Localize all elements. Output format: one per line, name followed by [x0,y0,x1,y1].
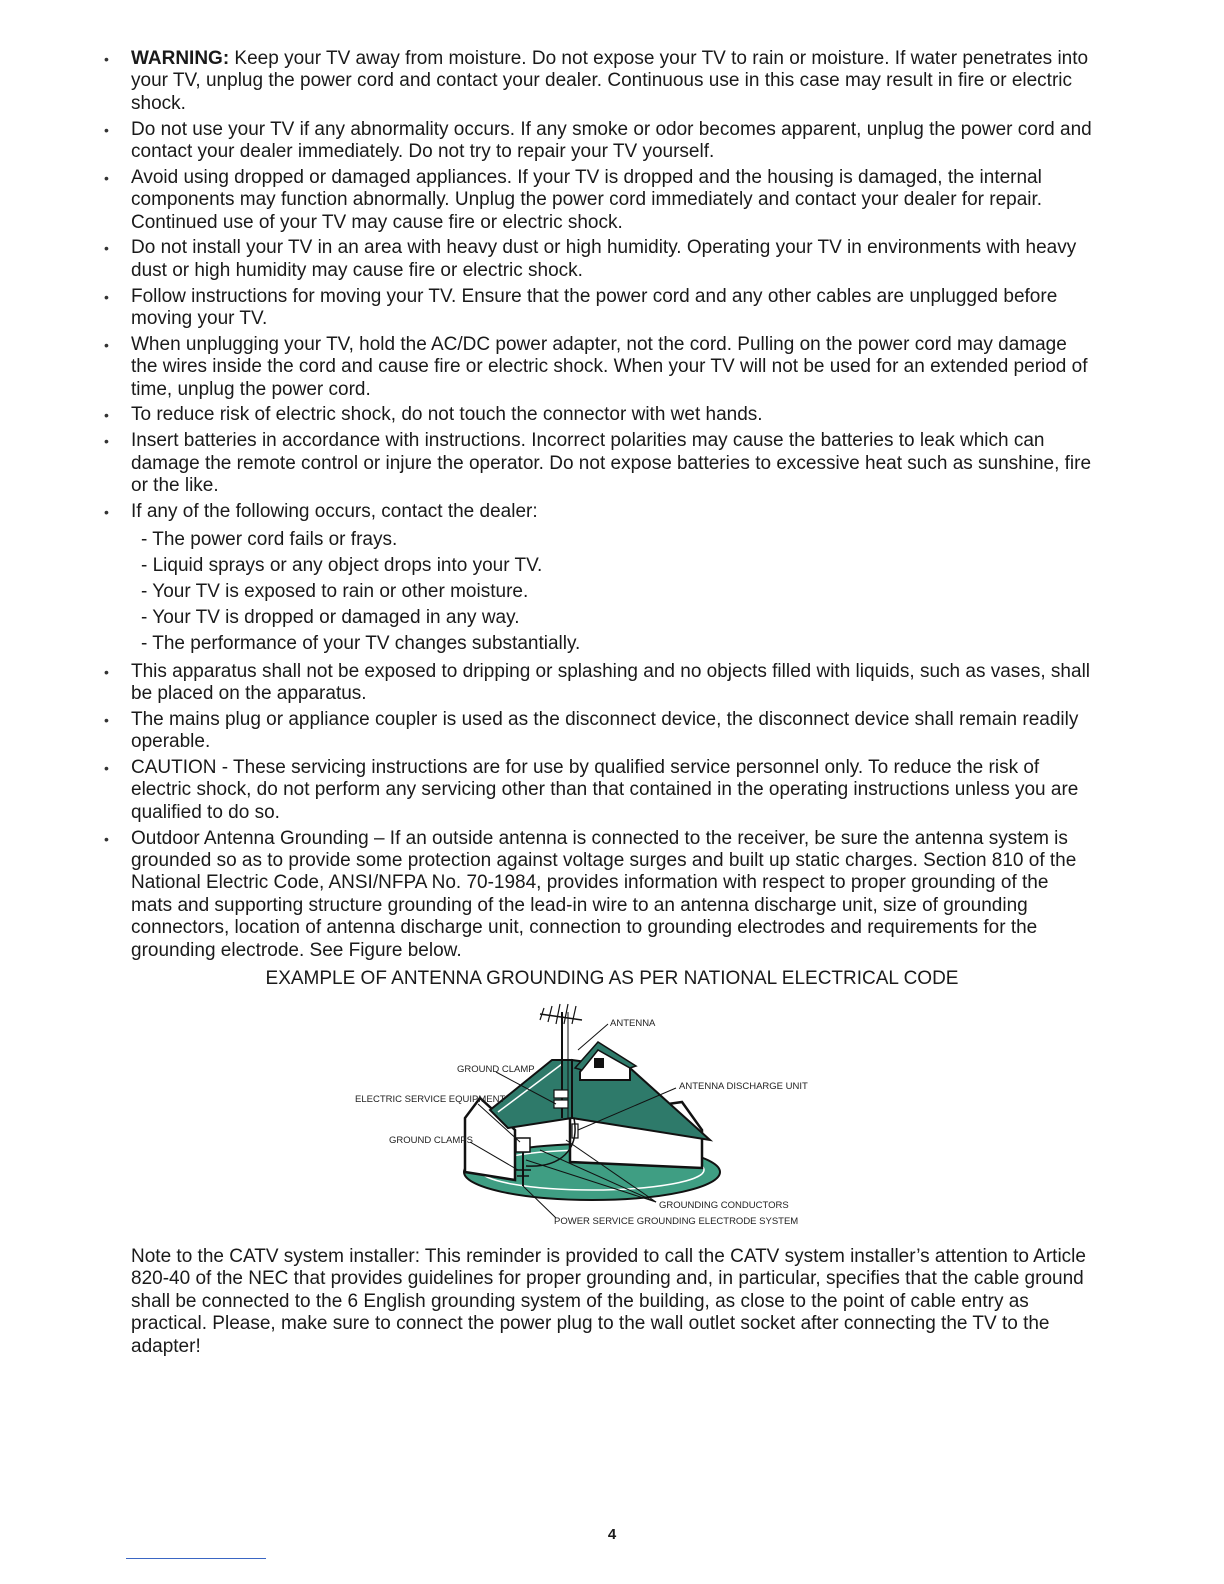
bullet-text: If any of the following occurs, contact the dealer: [131,500,538,522]
footer-rule [126,1558,266,1559]
bullet-item [104,237,1094,282]
bullet-text: Do not use your TV if any abnormality occurs. If any smoke or odor becomes apparent, unplug the power cord and contact your dealer immediately. Do not try to repair your TV yourself. [131,118,1092,163]
bullet-text: This apparatus shall not be exposed to dripping or splashing and no objects filled with liquids, such as vases, shall be placed on the apparatus. [131,660,1091,705]
bullet-item [104,501,1094,657]
sub-item: - The performance of your TV changes substantially. [141,633,581,655]
bullet-item [104,757,1094,824]
bullet-text: Insert batteries in accordance with instructions. Incorrect polarities may cause the batteries to leak which can damage the remote control or injure the operator. Do not expose batteries to excessive heat such as sunshine, fire or the like. [131,430,1092,497]
bullet-text: When unplugging your TV, hold the AC/DC power adapter, not the cord. Pulling on the power cord may damage the wires inside the cord and cause fire or electric shock. When your TV will not be used for an extended period of time, unplug the power cord. [131,333,1088,400]
label-electric-service-equipment: ELECTRIC SERVICE EQUIPMENT [355,1094,506,1105]
antenna-element [564,1004,568,1024]
bullet-item [104,661,1094,706]
bullet-item [104,430,1094,497]
label-antenna-discharge-unit: ANTENNA DISCHARGE UNIT [679,1081,808,1092]
bullet-item [104,828,1094,962]
bullet-item [104,334,1094,401]
page-number: 4 [607,1526,617,1543]
label-antenna: ANTENNA [610,1018,656,1029]
antenna-grounding-diagram [330,1000,850,1232]
bullet-text: Follow instructions for moving your TV. Ensure that the power cord and any other cables are unplugged before moving your TV. [131,285,1058,330]
discharge-unit-box [554,1100,568,1108]
bullet-text: Do not install your TV in an area with heavy dust or high humidity. Operating your TV in environments with heavy dust or high humidity may cause fire or electric shock. [131,237,1077,281]
sub-item: - The power cord fails or frays. [141,529,398,551]
label-power-service-grounding: POWER SERVICE GROUNDING ELECTRODE SYSTEM [554,1216,799,1227]
antenna-element [556,1004,560,1024]
label-ground-clamp: GROUND CLAMP [457,1064,535,1075]
warning-label: WARNING: [131,48,230,69]
bullet-text: To reduce risk of electric shock, do not touch the connector with wet hands. [131,404,763,426]
bullet-text: Keep your TV away from moisture. Do not expose your TV to rain or moisture. If water penetrates into your TV, unplug the power cord and contact your dealer. Continuous use in this case may result in fire or electric shock. [131,48,1089,114]
antenna-element [548,1006,552,1022]
sub-item: - Your TV is dropped or damaged in any way. [141,607,520,629]
bullet-text: Avoid using dropped or damaged appliances. If your TV is dropped and the housing is damaged, the internal components may function abnormally. Unplug the power cord immediately and contact your dealer for repair. Continued use of your TV may cause fire or electric shock. [131,166,1043,233]
bullet-text: Outdoor Antenna Grounding – If an outside antenna is connected to the receiver, be sure the antenna system is grounded so as to provide some protection against voltage surges and built up static charges. Section 810 of the National Electric Code, ANSI/NFPA No. 70-1984, provides information with respect to proper grounding of the mats and supporting structure grounding of the lead-in wire to an antenna discharge unit, size of grounding connectors, location of antenna discharge unit, connection to grounding electrodes and requirements for the grounding electrode. See Figure below. [131,827,1077,961]
antenna-element [572,1006,576,1024]
bullet-text: CAUTION - These servicing instructions are for use by qualified service personnel only. To reduce the risk of electric shock, do not perform any servicing other than that contained in the operating instructions unless you are qualified to do so. [131,757,1079,823]
dealer-conditions-list [131,527,1094,657]
sub-item: - Liquid sprays or any object drops into your TV. [141,555,543,577]
bullet-item [104,119,1094,164]
bullet-text: The mains plug or appliance coupler is used as the disconnect device, the disconnect device shall remain readily operable. [131,708,1079,753]
bullet-item [104,404,1094,426]
discharge-unit-box [554,1090,568,1098]
bullet-item [104,709,1094,754]
bullet-item [104,48,1094,115]
label-grounding-conductors: GROUNDING CONDUCTORS [659,1200,789,1211]
dormer-window [594,1058,604,1068]
label-ground-clamps: GROUND CLAMPS [389,1135,473,1146]
figure-caption: EXAMPLE OF ANTENNA GROUNDING AS PER NATIONAL ELECTRICAL CODE [265,968,959,989]
bullet-item [104,286,1094,331]
sub-item: - Your TV is exposed to rain or other moisture. [141,581,529,603]
bullet-item [104,167,1094,234]
catv-installer-note: Note to the CATV system installer: This reminder is provided to call the CATV system installer’s attention to Article 820-40 of the NEC that provides guidelines for proper grounding and, in particular, specifies that the cable ground shall be connected to the 6 English grounding system of the building, as close to the point of cable entry as practical. Please, make sure to connect the power plug to the wall outlet socket after connecting the TV to the adapter! [131,1246,1086,1357]
safety-list [104,48,1094,965]
